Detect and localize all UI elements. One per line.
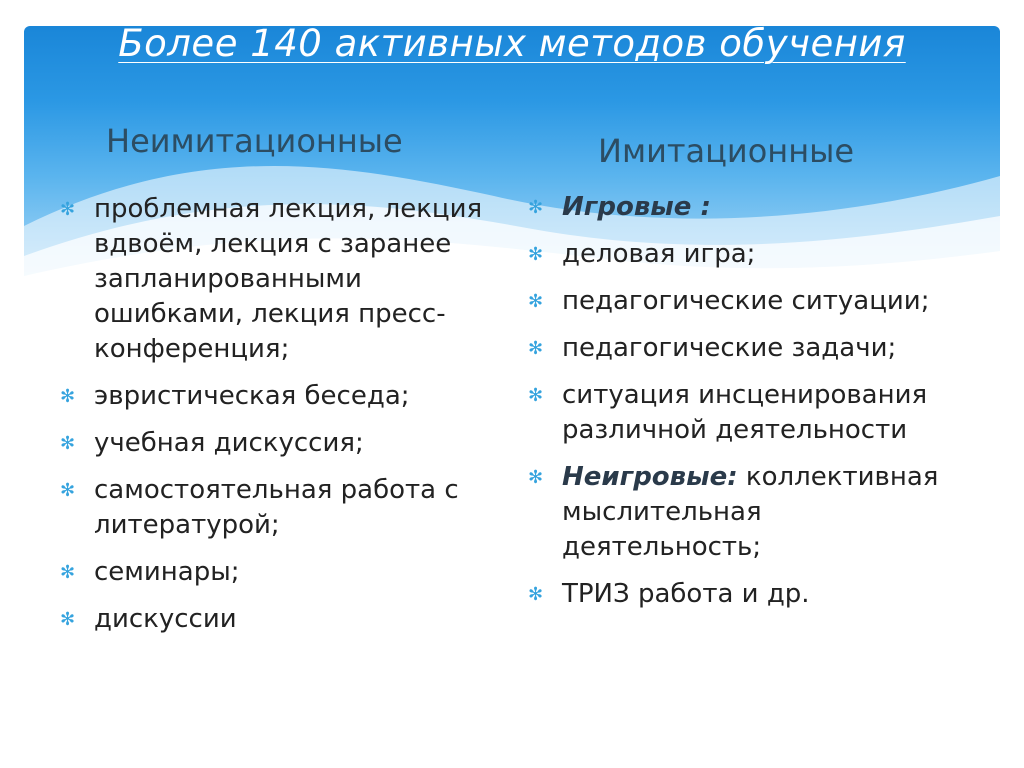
list-item-text: дискуссии <box>94 604 237 634</box>
bullet-icon: ✻ <box>528 467 544 488</box>
bullet-icon: ✻ <box>60 386 76 407</box>
category-label: Игровые : <box>562 192 711 222</box>
bullet-icon: ✻ <box>528 584 544 605</box>
category-label: Неигровые: <box>562 462 738 492</box>
right-column-heading: Имитационные <box>598 132 855 170</box>
list-item-text: эвристическая беседа; <box>94 381 410 411</box>
bullet-icon: ✻ <box>60 199 76 220</box>
bullet-icon: ✻ <box>528 244 544 265</box>
left-column-heading: Неимитационные <box>106 122 403 160</box>
bullet-icon: ✻ <box>528 291 544 312</box>
list-item <box>528 460 968 565</box>
bullet-icon: ✻ <box>60 562 76 583</box>
right-method-list <box>528 190 968 624</box>
list-item <box>528 190 968 225</box>
bullet-icon: ✻ <box>528 197 544 218</box>
list-item-text: педагогические ситуации; <box>562 286 930 316</box>
list-item <box>528 237 968 272</box>
list-item <box>60 192 500 367</box>
list-item-text: коллективная мыслительная деятельность; <box>562 462 939 562</box>
list-item-text: проблемная лекция, лекция вдвоём, лекция с заранее запланированными ошибками, лекция пресс-конференция; <box>94 194 483 364</box>
bullet-icon: ✻ <box>528 338 544 359</box>
list-item <box>528 331 968 366</box>
list-item-text: учебная дискуссия; <box>94 428 364 458</box>
list-item <box>60 555 500 590</box>
list-item-text: ситуация инсценирования различной деятельности <box>562 380 928 445</box>
bullet-icon: ✻ <box>60 480 76 501</box>
list-item <box>528 284 968 319</box>
slide-title: Более 140 активных методов обучения <box>118 22 906 65</box>
bullet-icon: ✻ <box>528 385 544 406</box>
list-item <box>60 602 500 637</box>
list-item-text: педагогические задачи; <box>562 333 897 363</box>
list-item <box>528 378 968 448</box>
list-item-text: ТРИЗ работа и др. <box>562 579 810 609</box>
bullet-icon: ✻ <box>60 433 76 454</box>
list-item-text: семинары; <box>94 557 240 587</box>
list-item <box>528 577 968 612</box>
bullet-icon: ✻ <box>60 609 76 630</box>
left-method-list <box>60 192 500 649</box>
list-item <box>60 473 500 543</box>
list-item-text: деловая игра; <box>562 239 756 269</box>
list-item <box>60 379 500 414</box>
list-item-text: самостоятельная работа с литературой; <box>94 475 459 540</box>
list-item <box>60 426 500 461</box>
